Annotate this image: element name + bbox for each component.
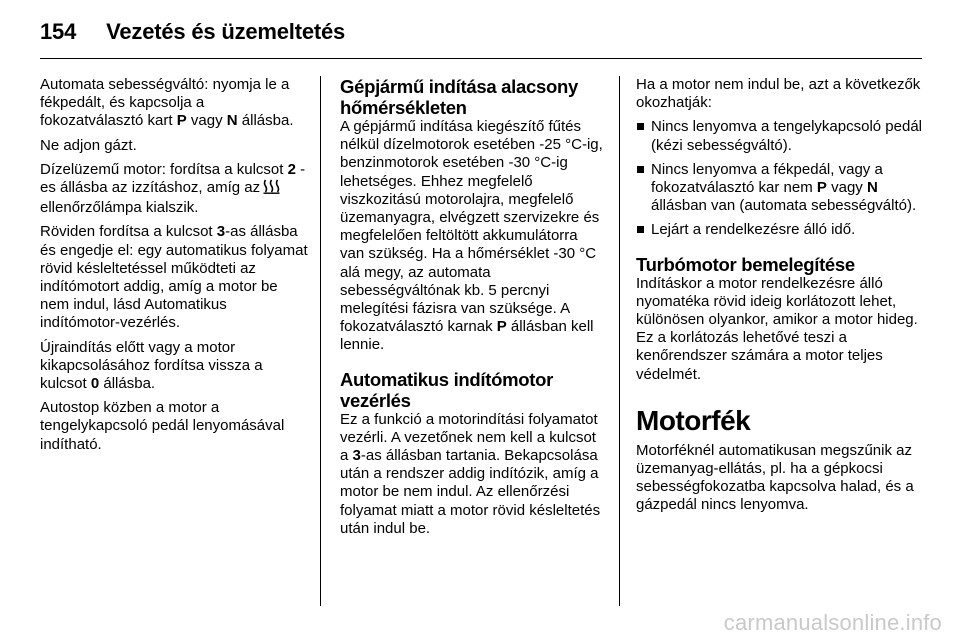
header-rule <box>40 58 922 59</box>
list-item: Nincs lenyomva a tengelykapcsoló pedál (kézi sebességváltó). <box>636 118 926 154</box>
chapter-title: Vezetés és üzemeltetés <box>106 19 346 44</box>
paragraph-no-throttle: Ne adjon gázt. <box>40 136 137 154</box>
list-item: Lejárt a rendelkezésre álló idő. <box>636 221 926 239</box>
column-divider-1 <box>320 76 321 606</box>
paragraph-no-start-intro: Ha a motor nem indul be, azt a következők okozhatják: <box>636 76 921 112</box>
column-divider-2 <box>619 76 620 606</box>
heading-cold-start: Gépjármű indítása alacsony hőmérsékleten <box>340 76 578 118</box>
list-item: Nincs lenyomva a fékpedál, vagy a fokozatválasztó kar nem P vagy N állásban van (automata sebességváltó). <box>636 161 926 216</box>
cause-list <box>636 118 926 239</box>
paragraph-automatic-transmission: Automata sebességváltó: nyomja le a fékpedált, és kapcsolja a fokozatválasztó kart P vagy N állásba. <box>40 76 294 130</box>
paragraph-turbo: Indításkor a motor rendelkezésre álló nyomatéka rövid ideig korlátozott lehet, különösen olyankor, amikor a motor hideg. Ez a korlátozás lehetővé teszi a kenőrendszer számára a motor teljes védelmét. <box>636 274 918 383</box>
watermark: carmanualsonline.info <box>723 610 942 635</box>
paragraph-cold-start: A gépjármű indítása kiegészítő fűtés nélkül dízelmotorok esetében -25 °C-ig, benzinmotorok esetében -30 °C-ig lehetséges. Ehhez megfelelő viszkozitású motorolajra, megfelelő üzemanyagra, elvégzett szervizekre és megfelelően feltöltött akkumulátorra van szükség. Ha a hőmérséklet -30 °C alá megy, az automata sebességváltónak kb. 5 percnyi melegítési fázisra van szüksége. A fokozatválasztó karnak P állásban kell lennie. <box>340 118 603 354</box>
column-3 <box>636 76 926 521</box>
paragraph-key-start: Röviden fordítsa a kulcsot 3-as állásba és engedje el: egy automatikus folyamat rövid késleltetéssel működteti az indítómotort addig, amíg a motor be nem indul, lásd Automatikus indítómotor-vezérlés. <box>40 223 308 332</box>
heading-engine-brake: Motorfék <box>636 404 751 436</box>
column-1 <box>40 76 310 460</box>
paragraph-starter-control: Ez a funkció a motorindítási folyamatot vezérli. A vezetőnek nem kell a kulcsot a 3-as állásban tartania. Bekapcsolása után a rendszer addig indítózik, amíg a motor be nem indul. Az ellenőrzési folyamat miatt a motor rövid késleltetés után indul be. <box>340 410 601 537</box>
column-2 <box>340 76 605 544</box>
page-header <box>40 14 920 50</box>
paragraph-diesel: Dízelüzemű motor: fordítsa a kulcsot 2 - es állásba az izzításhoz, amíg azellenőrzőlámpa kialszik. <box>40 160 306 217</box>
glow-plug-lamp-icon <box>263 179 280 199</box>
paragraph-autostop: Autostop közben a motor a tengelykapcsoló pedál lenyomásával indítható. <box>40 399 285 453</box>
page-number: 154 <box>40 19 77 44</box>
paragraph-restart: Újraindítás előtt vagy a motor kikapcsolásához fordítsa vissza a kulcsot 0 állásba. <box>40 338 263 393</box>
heading-turbo: Turbómotor bemelegítése <box>636 253 855 275</box>
paragraph-engine-brake: Motorféknél automatikusan megszűnik az üzemanyag-ellátás, pl. ha a gépkocsi sebességfokozatba kapcsolva halad, és a gázpedál nincs lenyomva. <box>636 441 914 514</box>
heading-starter-control: Automatikus indítómotor vezérlés <box>340 368 554 411</box>
